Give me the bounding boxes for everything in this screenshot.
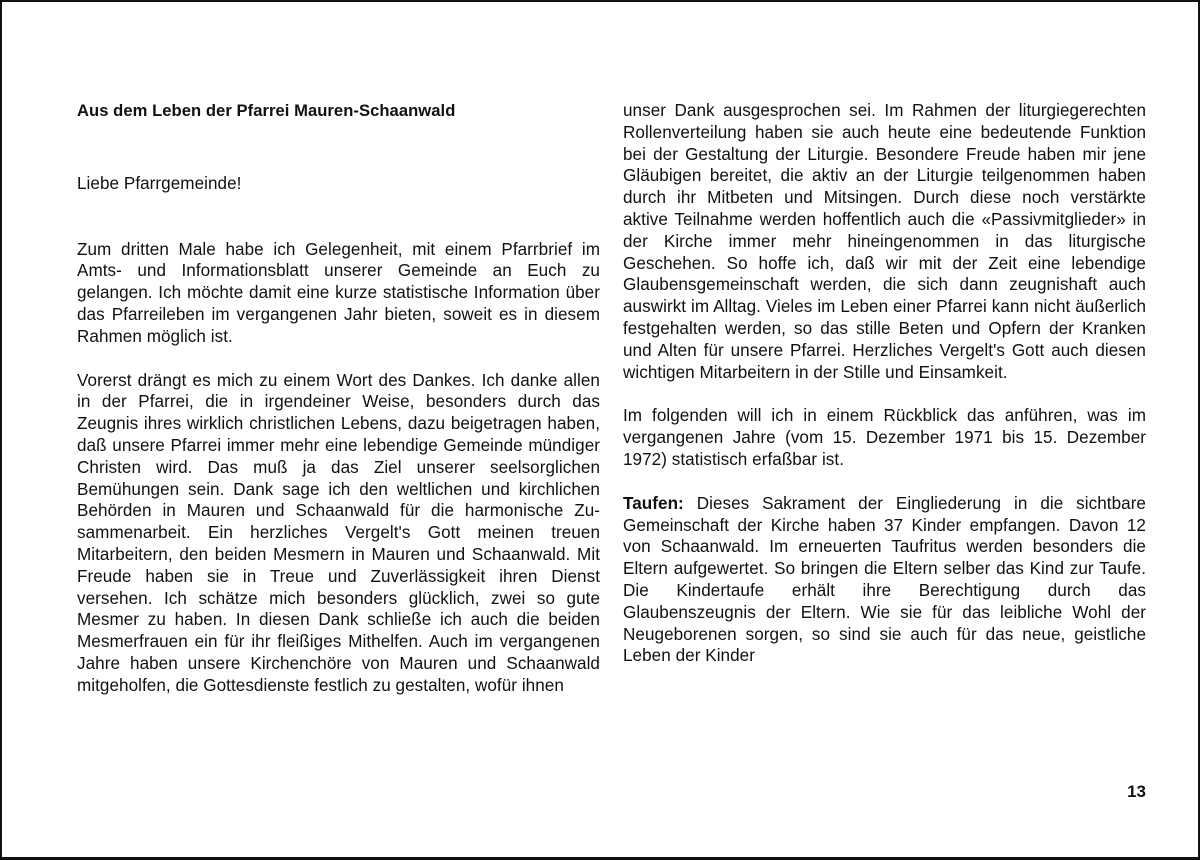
left-column: [77, 100, 600, 697]
paragraph-thanks: Vorerst drängt es mich zu einem Wort des Dankes. Ich danke allen in der Pfarrei, die in irgendeiner Weise, besonders durch das Zeugnis ihres wirklich christlichen Lebens, dazu beigetragen haben, daß unsere Pfarrei immer mehr eine lebendige Gemeinde mündiger Christen wird. Das muß ja das Ziel unserer seelsorglichen Bemühungen sein. Dank sage ich den weltlichen und kirchlichen Behörden in Mauren und Schaanwald für die harmonische Zusammenarbeit. Ein herzliches Vergelt's Gott meinen treuen Mitarbeitern, den beiden Mesmern in Mauren und Schaanwald. Mit Freude haben sie in Treue und Zuverlässigkeit ihren Dienst versehen. Ich schätze mich besonders glücklich, zwei so gute Mesmer zu haben. In diesen Dank schließe ich auch die beiden Mesmerfrauen ein für ihr fleißiges Mithelfen. Auch im vergangenen Jahre haben unsere Kirchenchöre von Mauren und Schaanwald mitgeholfen, die Gottesdienste festlich zu gestalten, wofür ihnen: [77, 370, 600, 695]
taufen-label: Taufen:: [623, 493, 684, 513]
paragraph-review: Im folgenden will ich in einem Rückblick das anführen, was im vergangenen Jahre (vom 15. Dezember 1971 bis 15. Dezember 1972) statistisch erfaßbar ist.: [623, 406, 1146, 469]
paragraph-taufen: [623, 493, 1146, 667]
article-heading: Aus dem Leben der Pfarrei Mauren-Schaanwald: [77, 101, 456, 120]
taufen-text: Dieses Sakrament der Eingliederung in die sichtbare Gemeinschaft der Kirche haben 37 Kinder empfangen. Davon 12 von Schaanwald. Im erneuerten Taufritus werden besonders die Eltern aufgewertet. So bringen die Eltern selber das Kind zur Taufe. Die Kindertaufe erhält ihre Berechtigung durch das Glaubenszeugnis der Eltern. Wie sie für das leibliche Wohl der Neugeborenen sorgen, so sind sie auch für das neue, geistliche Leben der Kinder: [623, 493, 1146, 666]
page-number: 13: [1127, 782, 1146, 801]
right-column: [623, 100, 1146, 667]
paragraph-thanks-continued: unser Dank ausgesprochen sei. Im Rahmen der liturgiegerechten Rollenverteilung haben sie auch heute eine bedeutende Funktion bei der Gestaltung der Liturgie. Besondere Freude haben mir jene Gläubigen bereitet, die aktiv an der Liturgie teilgenommen haben durch ihr Mitbeten und Mitsingen. Durch diese noch verstärkte aktive Teilnahme werden hoffentlich auch die «Passivmitglieder» in der Kirche immer mehr hineingenommen in das liturgische Geschehen. So hoffe ich, daß wir mit der Zeit eine lebendige Glaubensgemeinschaft werden, die sich dann zeugnishaft auch auswirkt im Alltag. Vieles im Leben einer Pfarrei kann nicht äußerlich festgehalten werden, so das stille Beten und Opfern der Kranken und Alten für unsere Pfarrei. Herzliches Vergelt's Gott auch diesen wichtigen Mitarbeitern in der Stille und Einsamkeit.: [623, 101, 1146, 382]
paragraph-intro: Zum dritten Male habe ich Gelegenheit, mit einem Pfarrbrief im Amts- und Informationsblatt unserer Gemeinde an Euch zu gelangen. Ich möchte damit eine kurze statistische Information über das Pfarreileben im vergangenen Jahr bieten, soweit es in diesem Rahmen möglich ist.: [77, 239, 600, 346]
greeting: Liebe Pfarrgemeinde!: [77, 173, 242, 193]
